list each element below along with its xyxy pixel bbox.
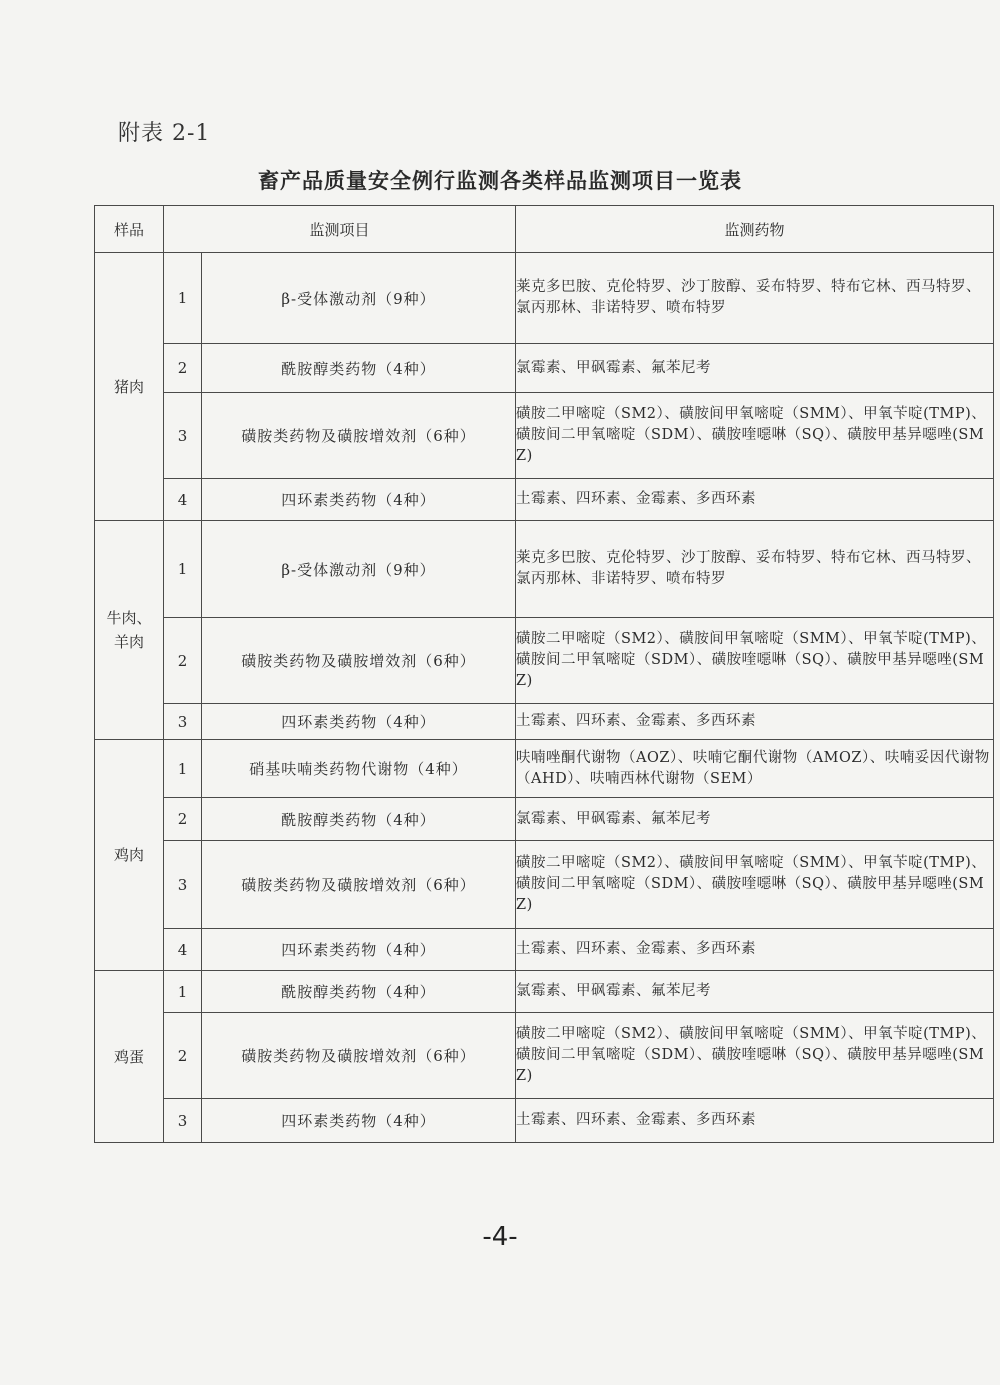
- sample-cell: 牛肉、 羊肉: [95, 521, 164, 740]
- item-number: 1: [164, 740, 202, 798]
- sample-cell: 猪肉: [95, 253, 164, 521]
- monitoring-item: 酰胺醇类药物（4种）: [202, 344, 516, 393]
- table-row: [95, 740, 994, 798]
- table-row: [95, 704, 994, 740]
- item-number: 1: [164, 971, 202, 1013]
- item-number: 4: [164, 929, 202, 971]
- header-drug: 监测药物: [516, 206, 994, 253]
- sample-cell: 鸡肉: [95, 740, 164, 971]
- table-row: [95, 253, 994, 344]
- monitoring-item: 四环素类药物（4种）: [202, 479, 516, 521]
- item-number: 3: [164, 393, 202, 479]
- monitoring-item: 酰胺醇类药物（4种）: [202, 798, 516, 841]
- monitoring-item: 磺胺类药物及磺胺增效剂（6种）: [202, 618, 516, 704]
- monitoring-drugs: 磺胺二甲嘧啶（SM2）、磺胺间甲氧嘧啶（SMM）、甲氧苄啶(TMP)、磺胺间二甲氧嘧啶（SDM）、磺胺喹噁啉（SQ）、磺胺甲基异噁唑(SMZ): [516, 393, 994, 479]
- item-number: 2: [164, 344, 202, 393]
- item-number: 2: [164, 618, 202, 704]
- monitoring-drugs: 氯霉素、甲砜霉素、氟苯尼考: [516, 971, 994, 1013]
- annex-label: 附表 2-1: [118, 121, 211, 146]
- monitoring-drugs: 土霉素、四环素、金霉素、多西环素: [516, 704, 994, 740]
- table-row: [95, 798, 994, 841]
- monitoring-item: 四环素类药物（4种）: [202, 929, 516, 971]
- document-title: 畜产品质量安全例行监测各类样品监测项目一览表: [258, 169, 742, 193]
- monitoring-item: 磺胺类药物及磺胺增效剂（6种）: [202, 1013, 516, 1099]
- table-row: [95, 393, 994, 479]
- item-number: 3: [164, 841, 202, 929]
- page-number: -4-: [482, 1222, 518, 1252]
- table-row: [95, 521, 994, 618]
- monitoring-item: 四环素类药物（4种）: [202, 1099, 516, 1143]
- table-row: [95, 841, 994, 929]
- monitoring-item: 磺胺类药物及磺胺增效剂（6种）: [202, 393, 516, 479]
- monitoring-item: 磺胺类药物及磺胺增效剂（6种）: [202, 841, 516, 929]
- table-body: [95, 253, 994, 1143]
- table-row: [95, 479, 994, 521]
- monitoring-drugs: 氯霉素、甲砜霉素、氟苯尼考: [516, 344, 994, 393]
- table-header-row: [95, 206, 994, 253]
- item-number: 4: [164, 479, 202, 521]
- table-row: [95, 618, 994, 704]
- monitoring-drugs: 磺胺二甲嘧啶（SM2）、磺胺间甲氧嘧啶（SMM）、甲氧苄啶(TMP)、磺胺间二甲氧嘧啶（SDM）、磺胺喹噁啉（SQ）、磺胺甲基异噁唑(SMZ): [516, 841, 994, 929]
- monitoring-drugs: 磺胺二甲嘧啶（SM2）、磺胺间甲氧嘧啶（SMM）、甲氧苄啶(TMP)、磺胺间二甲氧嘧啶（SDM）、磺胺喹噁啉（SQ）、磺胺甲基异噁唑(SMZ): [516, 618, 994, 704]
- monitoring-drugs: 氯霉素、甲砜霉素、氟苯尼考: [516, 798, 994, 841]
- table-row: [95, 929, 994, 971]
- item-number: 1: [164, 521, 202, 618]
- item-number: 1: [164, 253, 202, 344]
- header-sample: 样品: [95, 206, 164, 253]
- monitoring-item: 酰胺醇类药物（4种）: [202, 971, 516, 1013]
- monitoring-item: β-受体激动剂（9种）: [202, 521, 516, 618]
- monitoring-drugs: 土霉素、四环素、金霉素、多西环素: [516, 1099, 994, 1143]
- monitoring-item: 硝基呋喃类药物代谢物（4种）: [202, 740, 516, 798]
- monitoring-drugs: 莱克多巴胺、克伦特罗、沙丁胺醇、妥布特罗、特布它林、西马特罗、氯丙那林、非诺特罗、喷布特罗: [516, 253, 994, 344]
- monitoring-drugs: 莱克多巴胺、克伦特罗、沙丁胺醇、妥布特罗、特布它林、西马特罗、氯丙那林、非诺特罗、喷布特罗: [516, 521, 994, 618]
- item-number: 3: [164, 1099, 202, 1143]
- item-number: 2: [164, 1013, 202, 1099]
- header-item: 监测项目: [164, 206, 516, 253]
- sample-cell: 鸡蛋: [95, 971, 164, 1143]
- table-row: [95, 1099, 994, 1143]
- table-row: [95, 1013, 994, 1099]
- monitoring-drugs: 土霉素、四环素、金霉素、多西环素: [516, 929, 994, 971]
- monitoring-drugs: 磺胺二甲嘧啶（SM2）、磺胺间甲氧嘧啶（SMM）、甲氧苄啶(TMP)、磺胺间二甲氧嘧啶（SDM）、磺胺喹噁啉（SQ）、磺胺甲基异噁唑(SMZ): [516, 1013, 994, 1099]
- item-number: 3: [164, 704, 202, 740]
- monitoring-table: [94, 205, 994, 1143]
- monitoring-drugs: 土霉素、四环素、金霉素、多西环素: [516, 479, 994, 521]
- item-number: 2: [164, 798, 202, 841]
- monitoring-item: β-受体激动剂（9种）: [202, 253, 516, 344]
- table-row: [95, 344, 994, 393]
- table-row: [95, 971, 994, 1013]
- monitoring-drugs: 呋喃唑酮代谢物（AOZ）、呋喃它酮代谢物（AMOZ）、呋喃妥因代谢物（AHD）、呋喃西林代谢物（SEM）: [516, 740, 994, 798]
- monitoring-item: 四环素类药物（4种）: [202, 704, 516, 740]
